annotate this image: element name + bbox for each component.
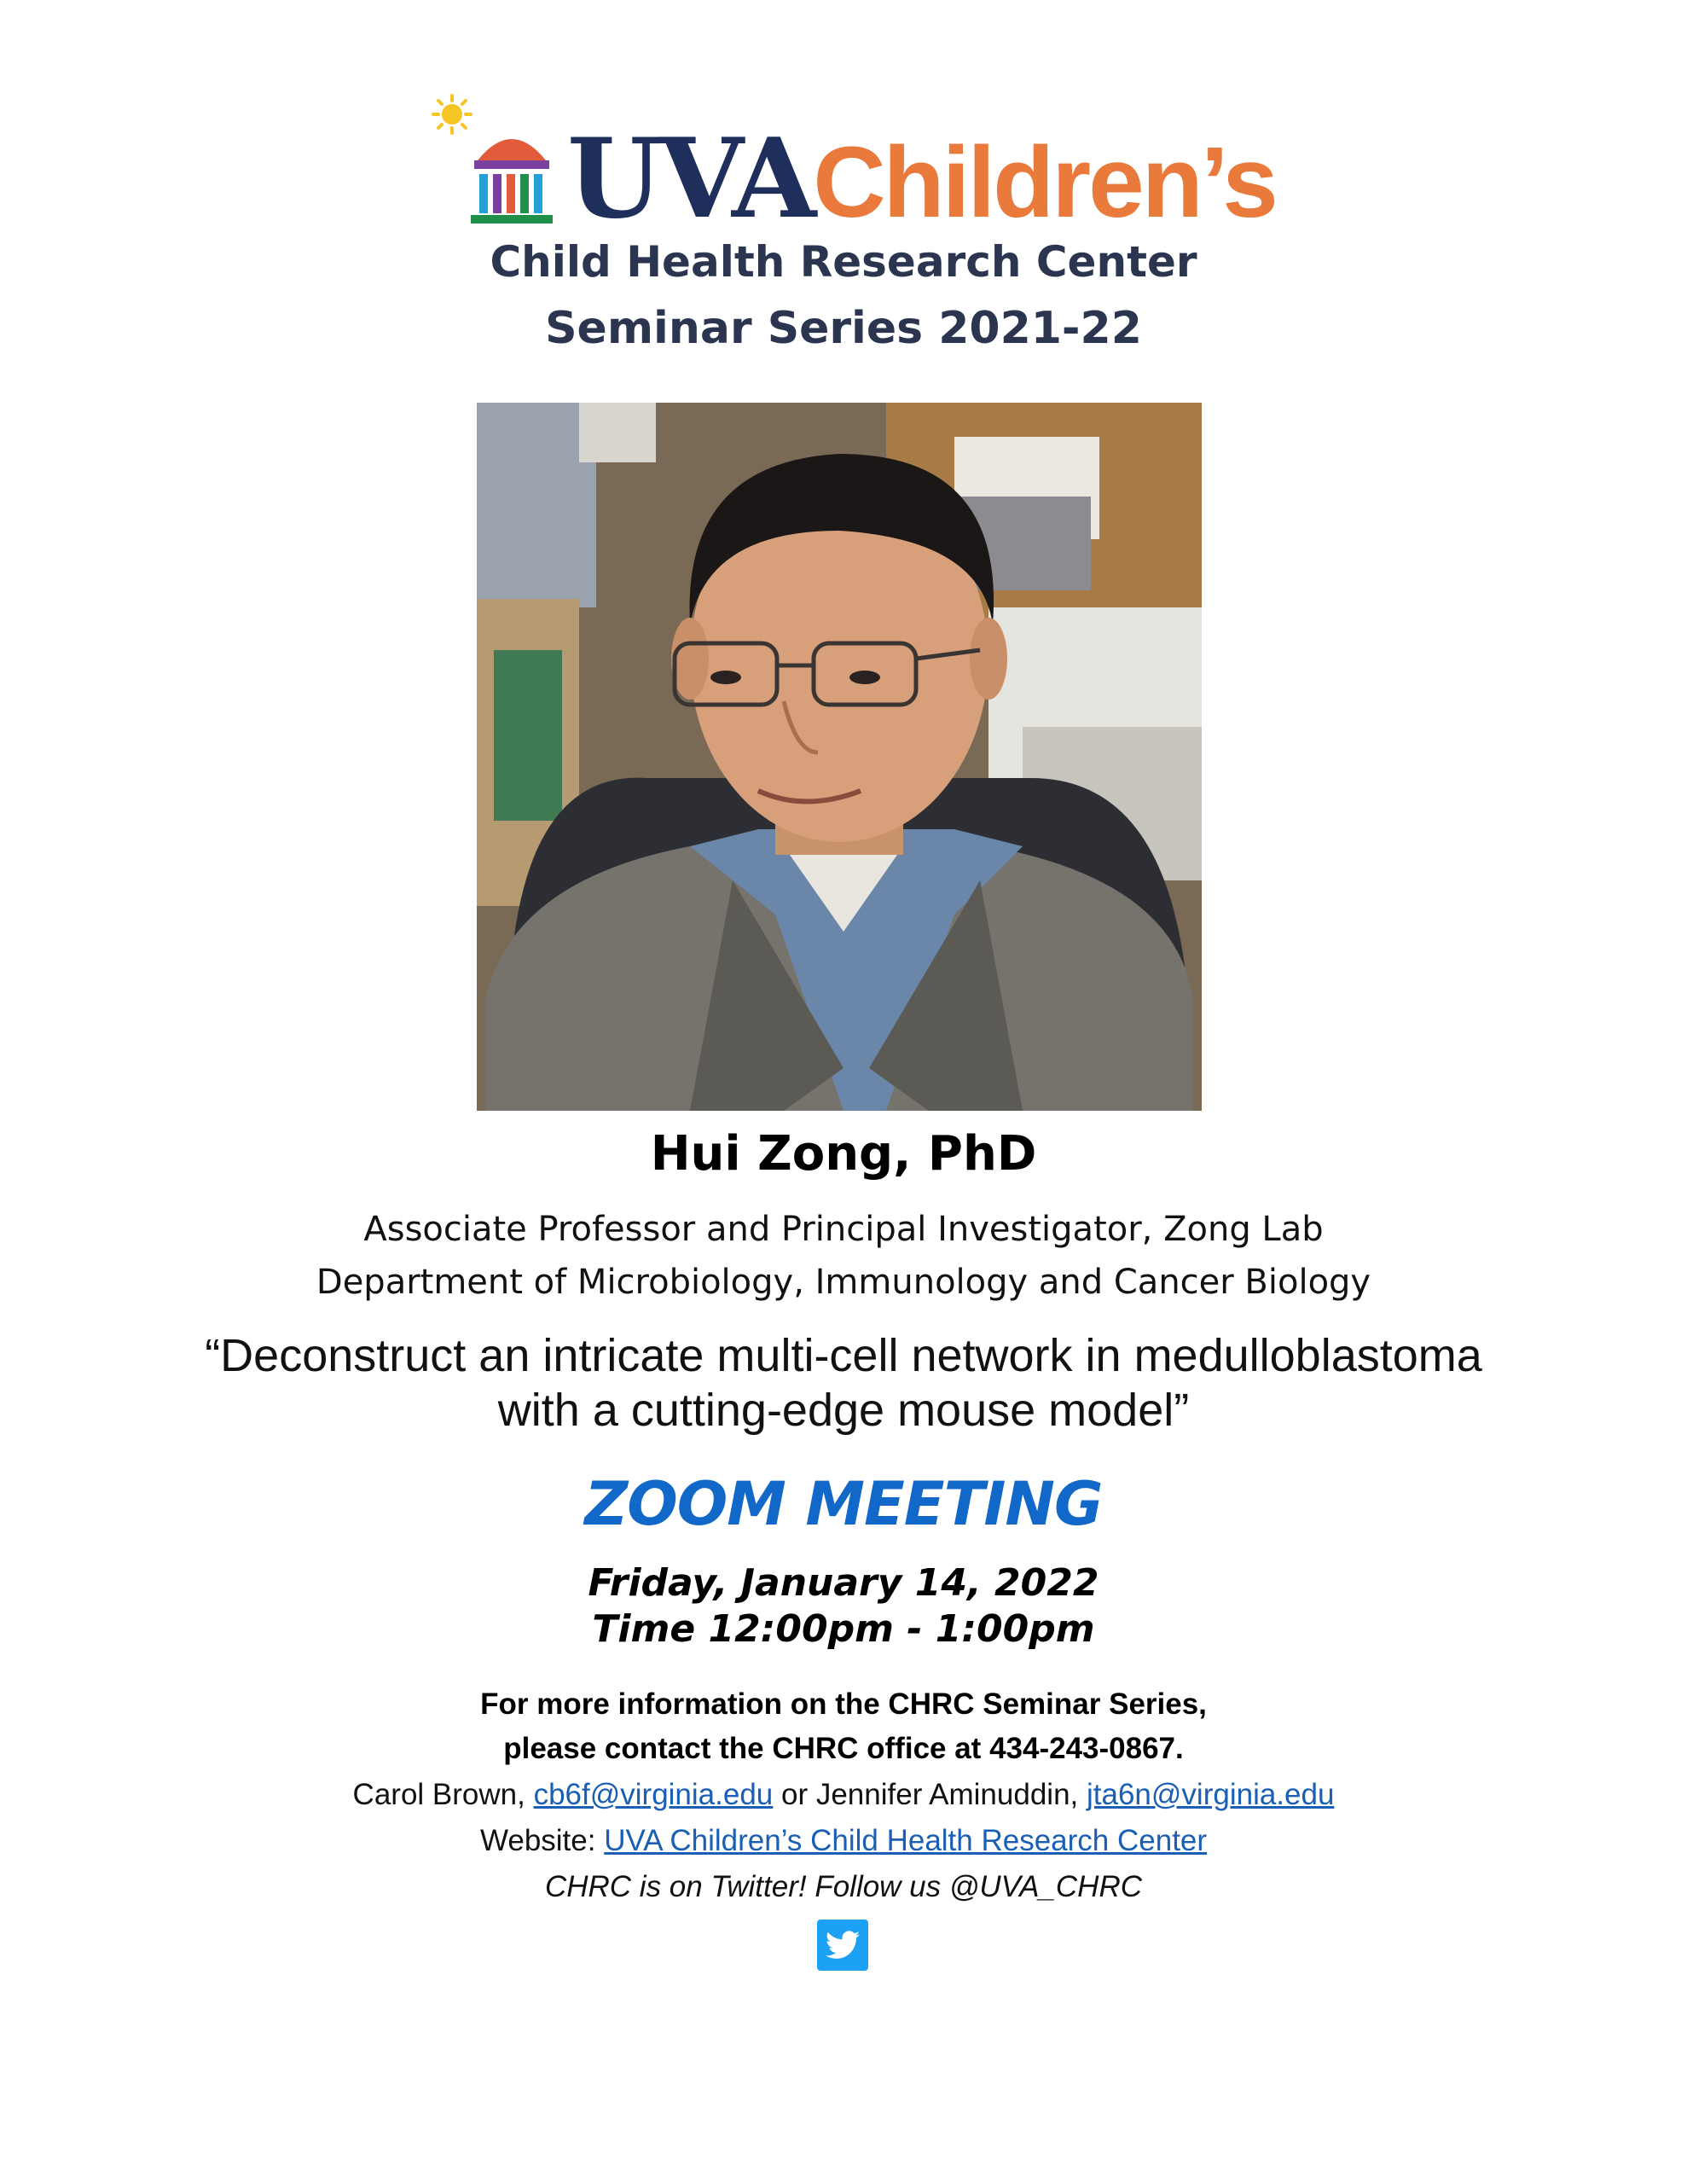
twitter-button[interactable] [817, 1920, 868, 1971]
event-date: Friday, January 14, 2022 [588, 1561, 1099, 1605]
logo-childrens-text: Children’s [813, 126, 1276, 239]
email-link-2[interactable]: jta6n@virginia.edu [1087, 1778, 1335, 1811]
twitter-bird-icon [826, 1931, 860, 1960]
speaker-portrait-illustration [477, 403, 1202, 1111]
email-link-1[interactable]: cb6f@virginia.edu [533, 1778, 774, 1811]
center-name: Child Health Research Center [490, 237, 1197, 287]
website-link[interactable]: UVA Children’s Child Health Research Center [604, 1824, 1208, 1857]
logo-wordmark [567, 115, 1276, 243]
sun-icon [433, 96, 471, 133]
twitter-text: CHRC is on Twitter! Follow us @UVA_CHRC [544, 1870, 1143, 1903]
contacts-line [0, 1778, 1687, 1812]
website-label: Website: [479, 1824, 596, 1857]
speaker-department: Department of Microbiology, Immunology and Cancer Biology [316, 1263, 1371, 1302]
info-line-1: For more information on the CHRC Seminar Series, [480, 1687, 1207, 1721]
meeting-format: ZOOM MEETING [584, 1469, 1103, 1539]
seminar-series-title: Seminar Series 2021-22 [545, 303, 1142, 354]
rotunda-logo-icon [418, 92, 567, 229]
event-time: Time 12:00pm - 1:00pm [592, 1607, 1095, 1651]
contact-person-1: Carol Brown, [352, 1778, 525, 1811]
contact-joiner: or Jennifer Aminuddin, [781, 1778, 1079, 1811]
speaker-name: Hui Zong, PhD [650, 1126, 1037, 1182]
website-line [0, 1824, 1687, 1858]
speaker-role: Associate Professor and Principal Investigator, Zong Lab [363, 1210, 1324, 1249]
speaker-portrait [477, 403, 1202, 1111]
logo-uva-text: UVA [567, 115, 814, 243]
talk-title-line1: “Deconstruct an intricate multi-cell network in medulloblastoma [205, 1330, 1482, 1381]
uva-childrens-logo [418, 92, 1276, 243]
talk-title-line2: with a cutting-edge mouse model” [497, 1385, 1190, 1436]
info-line-2: please contact the CHRC office at 434-243-0867. [503, 1732, 1184, 1765]
